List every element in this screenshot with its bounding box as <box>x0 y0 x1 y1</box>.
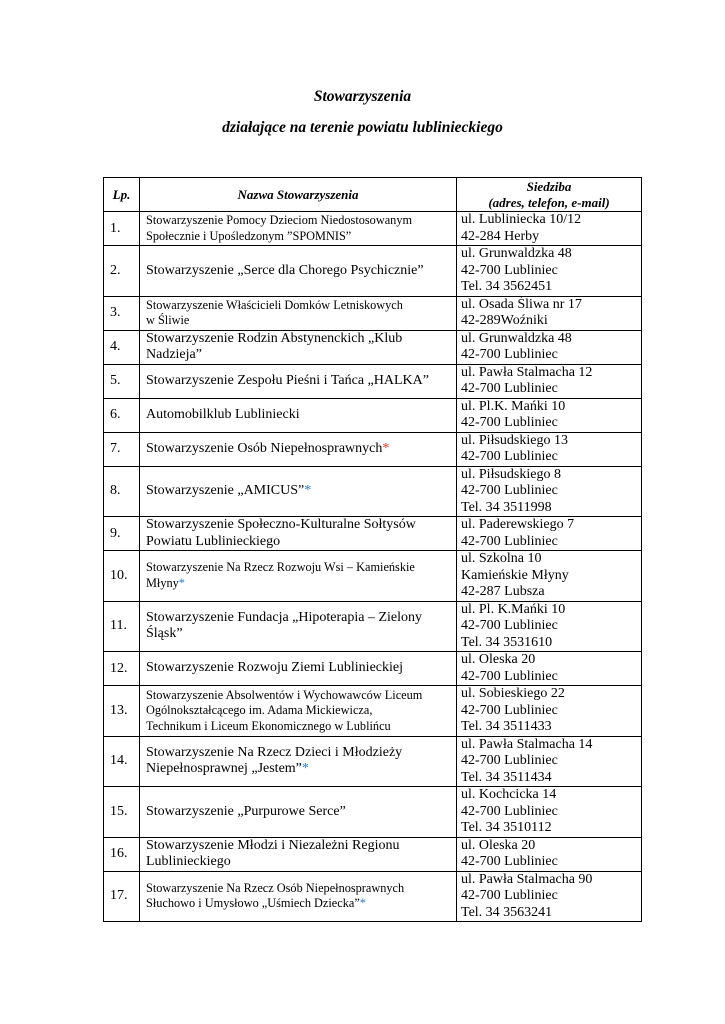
seat-line: 42-700 Lubliniec <box>461 347 558 362</box>
association-seat <box>457 296 642 330</box>
association-name-line <box>146 313 453 329</box>
association-name-line <box>146 761 453 778</box>
row-number: 6. <box>104 398 140 432</box>
table-row <box>104 686 642 737</box>
seat-line: ul. Pawła Stalmacha 90 <box>461 871 593 887</box>
header-seat-line2: (adres, telefon, e-mail) <box>488 195 610 210</box>
association-name-text: Stowarzyszenie „Serce dla Chorego Psychicznie” <box>146 262 424 278</box>
association-name-line <box>146 881 453 897</box>
header-seat-line1: Siedziba <box>526 179 572 194</box>
seat-line: 42-289Woźniki <box>461 313 548 328</box>
association-name-line <box>146 560 453 576</box>
association-name-line <box>146 660 453 677</box>
association-seat <box>457 871 642 922</box>
association-seat <box>457 398 642 432</box>
association-seat <box>457 787 642 838</box>
association-name-line <box>146 347 453 364</box>
association-seat <box>457 466 642 517</box>
table-row <box>104 330 642 364</box>
seat-line: 42-287 Lubsza <box>461 584 545 599</box>
association-name <box>140 837 457 871</box>
association-name-text: Stowarzyszenie „AMICUS” <box>146 483 305 498</box>
seat-line: 42-700 Lubliniec <box>461 381 558 396</box>
association-name-line <box>146 213 453 229</box>
seat-line: ul. Paderewskiego 7 <box>461 517 575 532</box>
association-name <box>140 466 457 517</box>
seat-line: ul. Pl. K.Mańki 10 <box>461 601 566 617</box>
seat-line: 42-700 Lubliniec <box>461 803 558 819</box>
association-seat <box>457 432 642 466</box>
association-name <box>140 212 457 246</box>
row-number: 1. <box>104 212 140 246</box>
seat-line: ul. Oleska 20 <box>461 652 536 667</box>
row-number: 7. <box>104 432 140 466</box>
association-name-text: Lublinieckiego <box>146 854 231 869</box>
association-name-line <box>146 517 453 534</box>
header-lp: Lp. <box>104 178 140 212</box>
footnote-asterisk: * <box>382 440 390 456</box>
table-row <box>104 736 642 787</box>
seat-line: 42-700 Lubliniec <box>461 753 558 768</box>
table-header-row <box>104 178 642 212</box>
association-name <box>140 517 457 551</box>
association-name <box>140 551 457 602</box>
association-name-text: Stowarzyszenie Zespołu Pieśni i Tańca „HALKA” <box>146 372 429 388</box>
seat-line: Tel. 34 3563241 <box>461 904 553 920</box>
association-name-text: Stowarzyszenie Na Rzecz Rozwoju Wsi – Kamieńskie <box>146 560 415 575</box>
association-name-line <box>146 263 453 280</box>
seat-line: ul. Szkolna 10 <box>461 551 542 566</box>
seat-line: ul. Piłsudskiego 13 <box>461 432 568 448</box>
table-body <box>104 212 642 922</box>
association-name <box>140 296 457 330</box>
association-name-text: Stowarzyszenie „Purpurowe Serce” <box>146 803 346 819</box>
association-name-text: Śląsk” <box>146 626 183 642</box>
association-seat <box>457 517 642 551</box>
association-name-line <box>146 483 453 500</box>
association-name-line <box>146 854 453 871</box>
association-name-line <box>146 441 453 458</box>
table-row <box>104 398 642 432</box>
table-row <box>104 871 642 922</box>
association-name-text: Stowarzyszenie Na Rzecz Dzieci i Młodzieży <box>146 744 403 760</box>
seat-line: Tel. 34 3511434 <box>461 769 552 785</box>
seat-line: Kamieńskie Młyny <box>461 567 569 583</box>
seat-line: 42-700 Lubliniec <box>461 888 558 903</box>
association-seat <box>457 364 642 398</box>
row-number: 8. <box>104 466 140 517</box>
row-number: 14. <box>104 736 140 787</box>
header-name: Nazwa Stowarzyszenia <box>140 178 457 212</box>
association-name-text: Słuchowo i Umysłowo „Uśmiech Dziecka” <box>146 896 360 911</box>
association-name-text: Nadzieja” <box>146 347 202 362</box>
table-row <box>104 466 642 517</box>
seat-line: ul. Lubliniecka 10/12 <box>461 212 582 227</box>
association-name-line <box>146 626 453 643</box>
associations-table <box>103 177 642 922</box>
seat-line: 42-700 Lubliniec <box>461 449 558 464</box>
footnote-asterisk: * <box>359 896 366 911</box>
association-name-text: Młyny <box>146 575 179 590</box>
seat-line: 42-700 Lubliniec <box>461 483 558 498</box>
association-name-text: Stowarzyszenie Rozwoju Ziemi Lublinieckiej <box>146 660 403 676</box>
table-row <box>104 551 642 602</box>
association-name-line <box>146 719 453 735</box>
row-number: 13. <box>104 686 140 737</box>
table-row <box>104 246 642 297</box>
association-name-line <box>146 688 453 704</box>
seat-line: ul. Pawła Stalmacha 14 <box>461 736 593 752</box>
seat-line: 42-700 Lubliniec <box>461 533 558 549</box>
table-row <box>104 212 642 246</box>
table-row <box>104 837 642 871</box>
seat-line: ul. Piłsudskiego 8 <box>461 466 561 482</box>
seat-line: 42-700 Lubliniec <box>461 618 558 633</box>
association-name-line <box>146 534 453 551</box>
association-name-text: Niepełnosprawnej „Jestem” <box>146 761 302 777</box>
association-name-text: Ogólnokształcącego im. Adama Mickiewicza, <box>146 703 373 717</box>
association-name-text: Stowarzyszenie Absolwentów i Wychowawców Liceum <box>146 687 423 702</box>
association-name-line <box>146 745 453 762</box>
association-name-line <box>146 896 453 912</box>
association-name-text: Powiatu Lublinieckiego <box>146 533 281 549</box>
association-name-text: w Śliwie <box>146 313 190 327</box>
association-name-line <box>146 229 453 245</box>
association-name-line <box>146 838 453 855</box>
association-name-line <box>146 703 453 719</box>
association-name-line <box>146 610 453 627</box>
footnote-asterisk: * <box>301 761 309 777</box>
association-name <box>140 686 457 737</box>
seat-line: ul. Sobieskiego 22 <box>461 686 565 701</box>
seat-line: ul. Oleska 20 <box>461 837 536 853</box>
table-row <box>104 787 642 838</box>
seat-line: Tel. 34 3511998 <box>461 499 552 515</box>
seat-line: Tel. 34 3562451 <box>461 279 553 294</box>
association-name-text: Stowarzyszenie Rodzin Abstynenckich „Klub <box>146 330 403 346</box>
association-name-text: Stowarzyszenie Osób Niepełnosprawnych <box>146 440 383 456</box>
association-name-line <box>146 576 453 592</box>
seat-line: 42-700 Lubliniec <box>461 668 558 684</box>
association-name-text: Stowarzyszenie Społeczno-Kulturalne Sołtysów <box>146 517 416 532</box>
seat-line: ul. Pawła Stalmacha 12 <box>461 364 593 380</box>
seat-line: ul. Grunwaldzka 48 <box>461 330 572 346</box>
association-name-text: Stowarzyszenie Młodzi i Niezależni Regionu <box>146 837 400 853</box>
seat-line: Tel. 34 3510112 <box>461 820 552 835</box>
row-number: 16. <box>104 837 140 871</box>
seat-line: 42-700 Lubliniec <box>461 854 558 869</box>
row-number: 12. <box>104 652 140 686</box>
association-name-text: Stowarzyszenie Fundacja „Hipoterapia – Zielony <box>146 609 423 625</box>
association-name-text: Społecznie i Upośledzonym ”SPOMNIS” <box>146 228 352 243</box>
association-name <box>140 432 457 466</box>
row-number: 15. <box>104 787 140 838</box>
seat-line: Tel. 34 3531610 <box>461 634 553 650</box>
header-seat <box>457 178 642 212</box>
association-name-text: Stowarzyszenie Na Rzecz Osób Niepełnosprawnych <box>146 880 405 895</box>
table-row <box>104 601 642 652</box>
seat-line: Tel. 34 3511433 <box>461 719 552 734</box>
seat-line: 42-700 Lubliniec <box>461 702 558 718</box>
association-name-text: Technikum i Liceum Ekonomicznego w Lublińcu <box>146 718 391 733</box>
association-seat <box>457 736 642 787</box>
association-name-line <box>146 373 453 390</box>
association-seat <box>457 212 642 246</box>
table-row <box>104 432 642 466</box>
association-name-text: Stowarzyszenie Pomocy Dzieciom Niedostosowanym <box>146 213 413 227</box>
association-seat <box>457 601 642 652</box>
association-seat <box>457 652 642 686</box>
association-name-line <box>146 407 453 424</box>
row-number: 5. <box>104 364 140 398</box>
document-title: Stowarzyszenia <box>313 88 412 105</box>
table-row <box>104 364 642 398</box>
association-name <box>140 736 457 787</box>
row-number: 3. <box>104 296 140 330</box>
seat-line: 42-700 Lubliniec <box>461 262 558 278</box>
seat-line: ul. Kochcicka 14 <box>461 787 557 802</box>
association-name-line <box>146 298 453 314</box>
association-seat <box>457 330 642 364</box>
document-subtitle: działające na terenie powiatu lublinieckiego <box>222 119 503 136</box>
row-number: 9. <box>104 517 140 551</box>
association-seat <box>457 246 642 297</box>
association-name <box>140 601 457 652</box>
table-row <box>104 517 642 551</box>
table-row <box>104 652 642 686</box>
seat-line: 42-700 Lubliniec <box>461 415 558 430</box>
association-seat <box>457 837 642 871</box>
table-row <box>104 296 642 330</box>
association-name-text: Automobilklub Lubliniecki <box>146 406 300 422</box>
association-name <box>140 787 457 838</box>
seat-line: ul. Pl.K. Mańki 10 <box>461 398 566 414</box>
association-seat <box>457 551 642 602</box>
footnote-asterisk: * <box>178 575 185 590</box>
association-name <box>140 652 457 686</box>
association-name-text: Stowarzyszenie Właścicieli Domków Letniskowych <box>146 297 403 312</box>
association-name <box>140 398 457 432</box>
row-number: 4. <box>104 330 140 364</box>
row-number: 2. <box>104 246 140 297</box>
association-name-line <box>146 804 453 821</box>
association-name <box>140 364 457 398</box>
seat-line: ul. Grunwaldzka 48 <box>461 246 572 261</box>
row-number: 17. <box>104 871 140 922</box>
row-number: 10. <box>104 551 140 602</box>
row-number: 11. <box>104 601 140 652</box>
association-name <box>140 246 457 297</box>
association-name <box>140 330 457 364</box>
association-seat <box>457 686 642 737</box>
seat-line: ul. Osada Śliwa nr 17 <box>461 296 582 312</box>
association-name-line <box>146 331 453 348</box>
footnote-asterisk: * <box>304 483 312 498</box>
seat-line: 42-284 Herby <box>461 228 540 244</box>
association-name <box>140 871 457 922</box>
